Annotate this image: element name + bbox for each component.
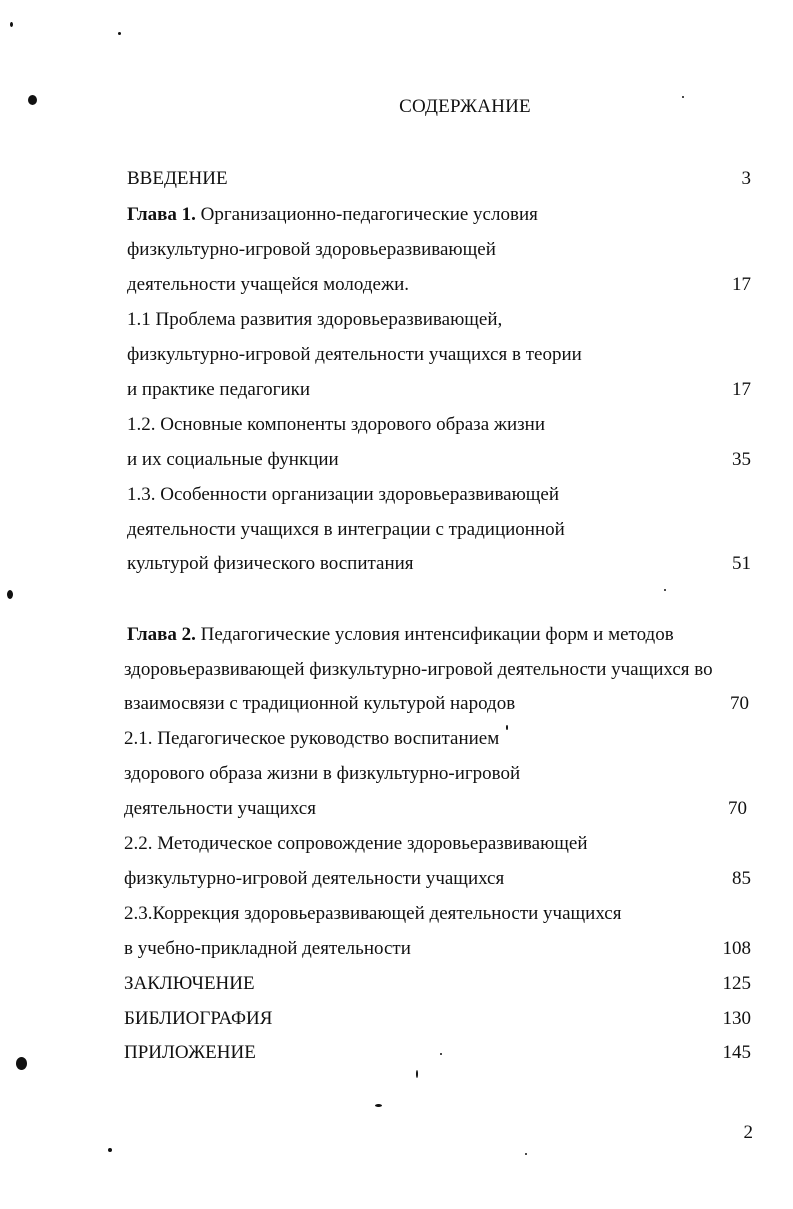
scan-speck	[664, 589, 666, 591]
toc-entry-text: Педагогические условия интенсификации форм и методов	[195, 624, 674, 645]
scan-speck	[525, 1153, 527, 1155]
toc-entry-text: 2.2. Методическое сопровождение здоровьеразвивающей	[124, 833, 588, 854]
toc-line	[0, 164, 793, 194]
toc-page-number: 125	[722, 973, 751, 994]
scan-speck	[416, 1070, 418, 1078]
toc-line	[0, 445, 793, 475]
toc-line	[0, 934, 793, 964]
toc-line	[0, 515, 793, 545]
scan-speck	[108, 1148, 112, 1152]
toc-line	[0, 724, 793, 754]
scan-speck	[118, 32, 121, 35]
toc-entry-text: деятельности учащихся в интеграции с традиционной	[127, 519, 565, 540]
toc-line	[0, 305, 793, 335]
toc-line	[0, 864, 793, 894]
scan-speck	[28, 95, 37, 105]
scan-speck	[16, 1057, 27, 1070]
toc-entry-text: деятельности учащихся	[124, 798, 316, 819]
toc-page-number: 70	[728, 798, 747, 819]
toc-page-number: 85	[732, 868, 751, 889]
toc-line	[0, 1004, 793, 1034]
toc-page-number: 35	[732, 449, 751, 470]
toc-entry-text: физкультурно-игровой деятельности учащихся в теории	[127, 344, 582, 365]
toc-line	[0, 655, 793, 685]
scan-speck	[682, 96, 684, 98]
toc-entry-text: физкультурно-игровой здоровьеразвивающей	[127, 239, 496, 260]
toc-line	[0, 620, 793, 650]
toc-page-number: 130	[722, 1008, 751, 1029]
toc-entry-text: и практике педагогики	[127, 379, 311, 400]
toc-page-number: 3	[741, 168, 751, 189]
toc-line	[0, 689, 793, 719]
toc-entry-text: БИБЛИОГРАФИЯ	[124, 1008, 273, 1029]
scan-speck	[375, 1104, 382, 1107]
chapter-label: Глава 2.	[127, 624, 196, 645]
toc-line	[0, 899, 793, 929]
toc-entry-text: ЗАКЛЮЧЕНИЕ	[124, 973, 255, 994]
toc-entry-text: и их социальные функции	[127, 449, 339, 470]
toc-entry-text: деятельности учащейся молодежи.	[127, 274, 410, 295]
toc-entry-text: Организационно-педагогические условия	[195, 204, 538, 225]
toc-entry-text: 1.3. Особенности организации здоровьеразвивающей	[127, 484, 560, 505]
toc-line	[0, 340, 793, 370]
toc-line	[0, 969, 793, 999]
toc-page-number: 17	[732, 379, 751, 400]
toc-page-number: 17	[732, 274, 751, 295]
toc-line	[0, 410, 793, 440]
toc-line	[0, 200, 793, 230]
toc-line	[0, 759, 793, 789]
chapter-label: Глава 1.	[127, 204, 196, 225]
toc-entry-text: 2.1. Педагогическое руководство воспитанием	[124, 728, 500, 749]
toc-entry-text: 1.2. Основные компоненты здорового образа жизни	[127, 414, 546, 435]
scan-speck	[7, 590, 13, 599]
scan-speck	[10, 22, 13, 27]
toc-entry-text: в учебно-прикладной деятельности	[124, 938, 411, 959]
toc-line	[0, 1038, 793, 1068]
page-title: СОДЕРЖАНИЕ	[399, 96, 531, 117]
toc-line	[0, 270, 793, 300]
scan-speck	[506, 725, 508, 730]
toc-entry-text: здоровьеразвивающей физкультурно-игровой деятельности учащихся во	[124, 659, 713, 680]
toc-page-number: 145	[722, 1042, 751, 1063]
toc-entry-text: 2.3.Коррекция здоровьеразвивающей деятельности учащихся	[124, 903, 622, 924]
toc-page-number: 51	[732, 553, 751, 574]
toc-entry-text: взаимосвязи с традиционной культурой народов	[124, 693, 516, 714]
toc-line	[0, 829, 793, 859]
toc-entry-text: ПРИЛОЖЕНИЕ	[124, 1042, 256, 1063]
toc-line	[0, 549, 793, 579]
toc-line	[0, 794, 793, 824]
toc-page-number: 108	[722, 938, 751, 959]
toc-line	[0, 480, 793, 510]
scan-speck	[440, 1053, 442, 1055]
toc-line	[0, 375, 793, 405]
toc-line	[0, 235, 793, 265]
toc-entry-text: ВВЕДЕНИЕ	[127, 168, 228, 189]
toc-entry-text: физкультурно-игровой деятельности учащихся	[124, 868, 505, 889]
toc-entry-text: 1.1 Проблема развития здоровьеразвивающей,	[127, 309, 503, 330]
toc-entry-text: здорового образа жизни в физкультурно-игровой	[124, 763, 521, 784]
page-number: 2	[743, 1122, 753, 1143]
toc-page-number: 70	[730, 693, 749, 714]
toc-entry-text: культурой физического воспитания	[127, 553, 414, 574]
